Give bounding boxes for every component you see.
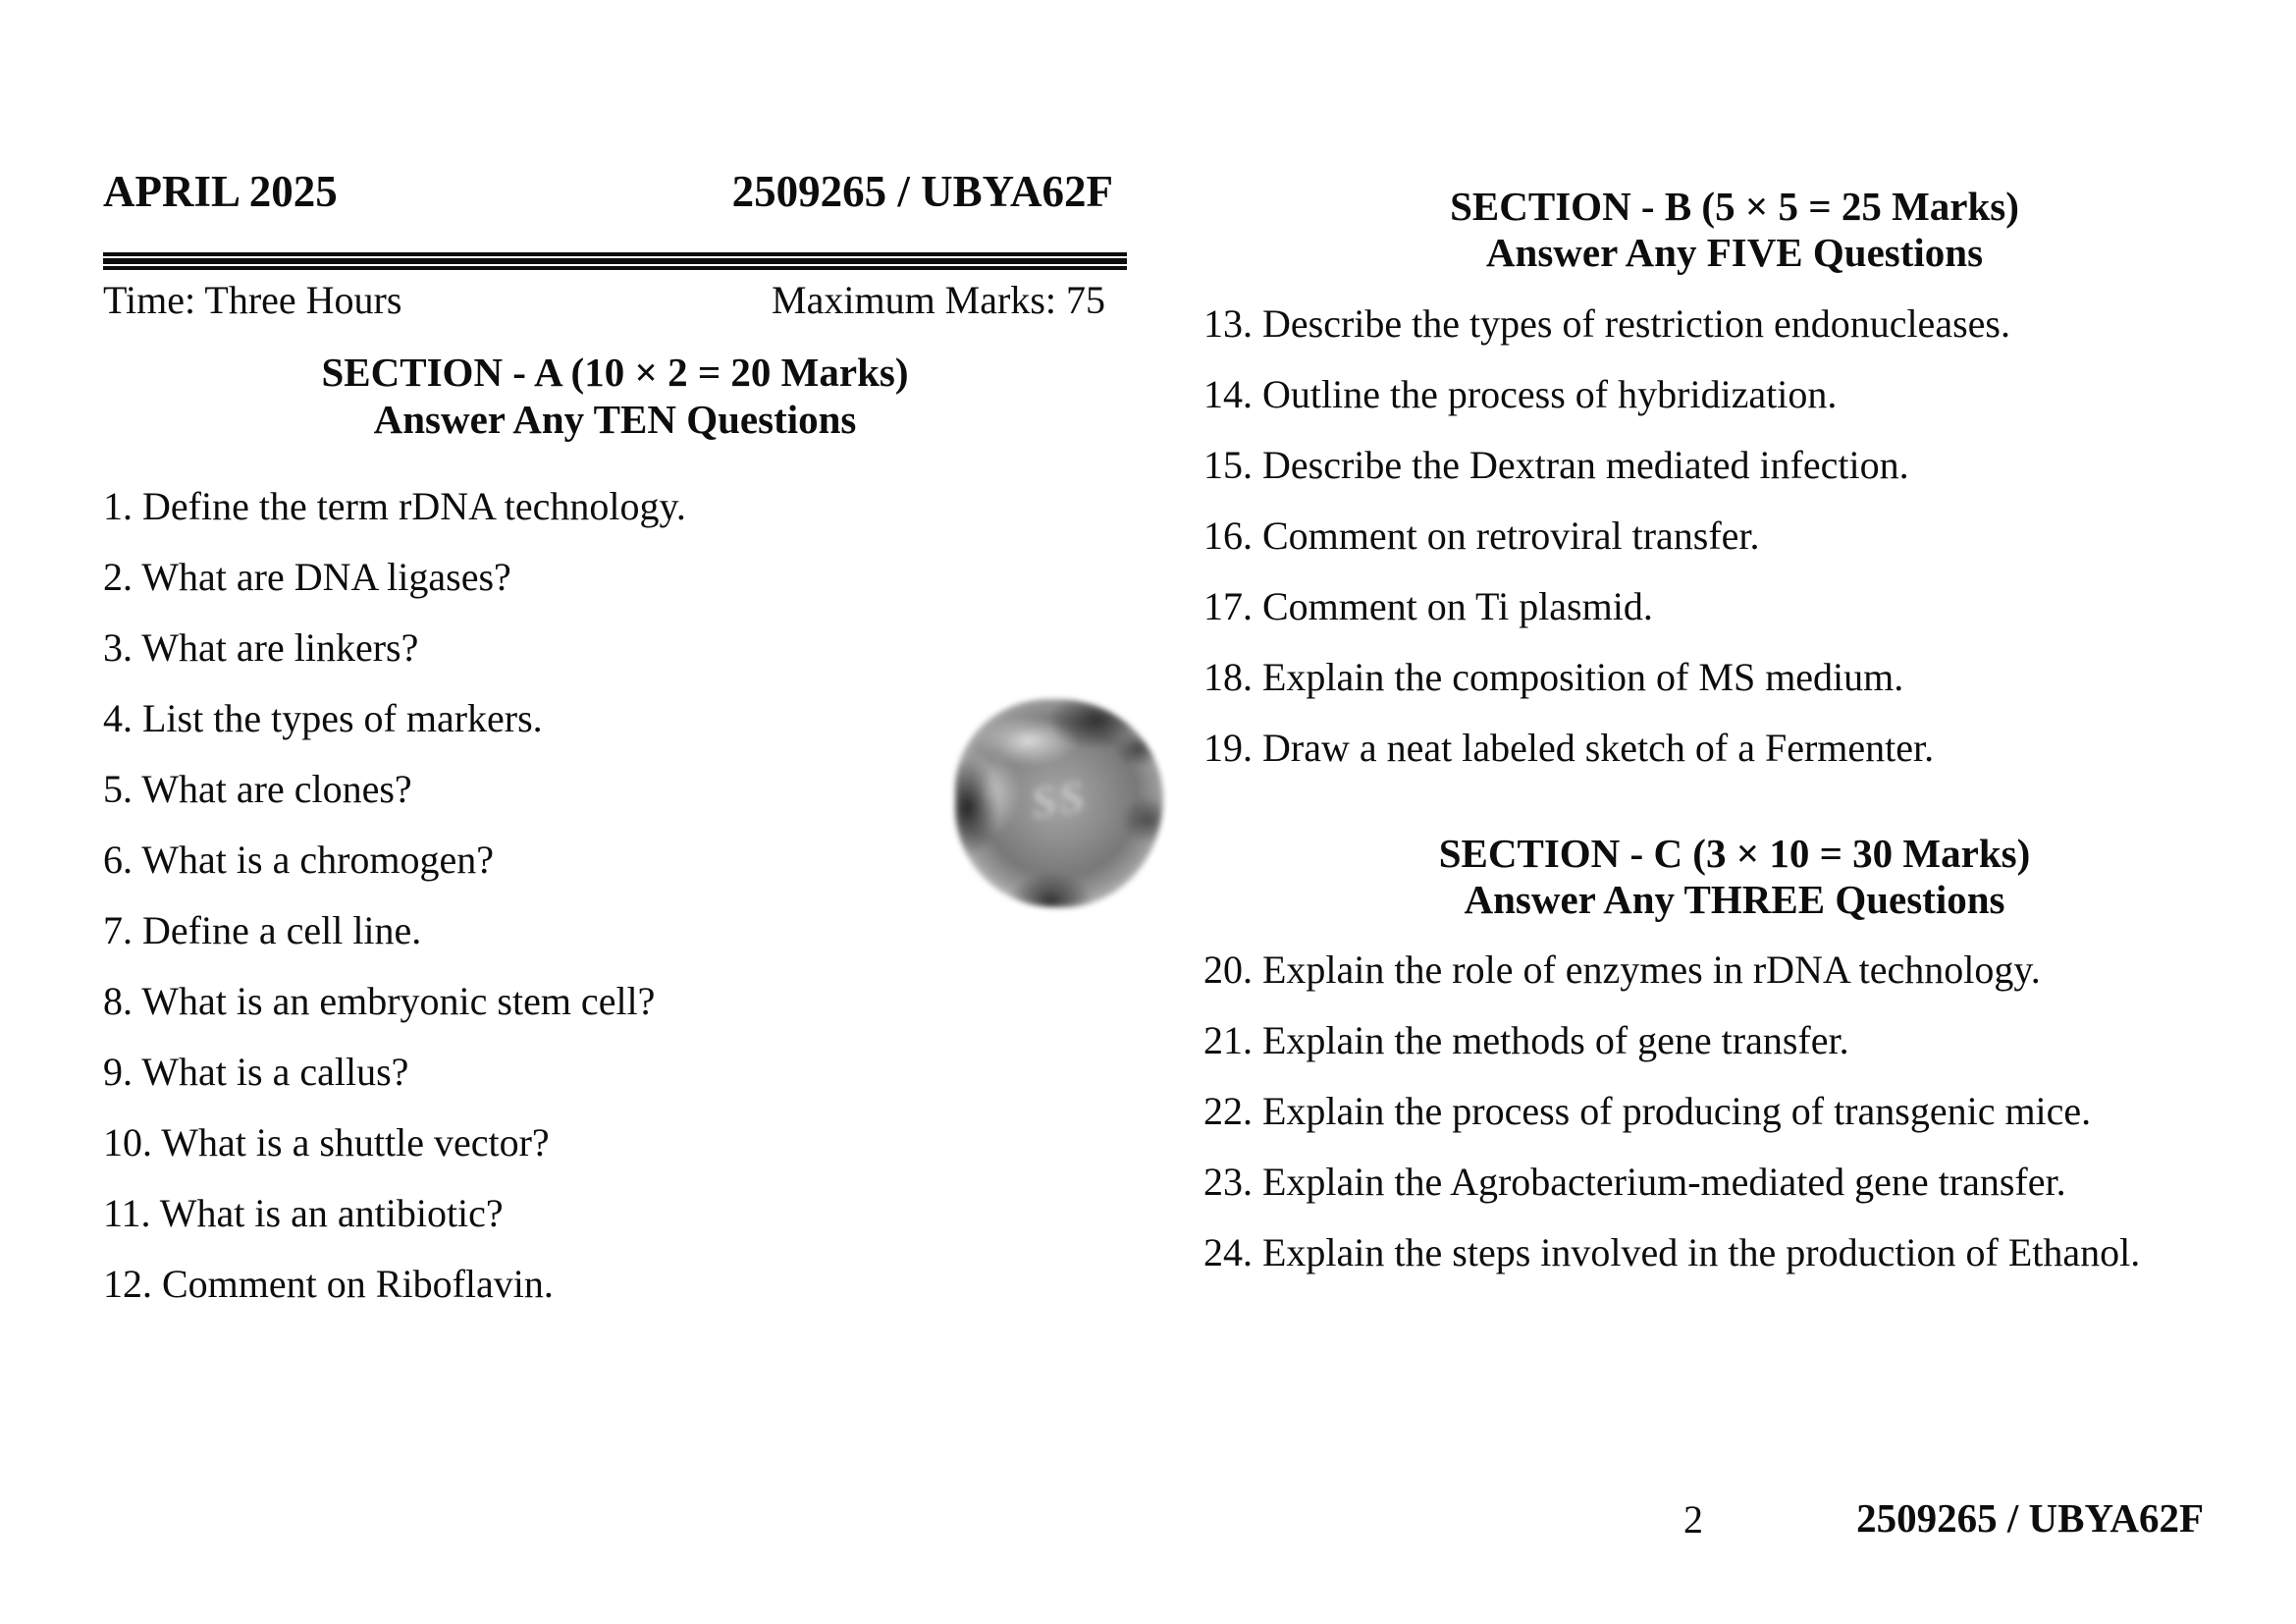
maximum-marks: Maximum Marks: 75: [772, 278, 1105, 322]
page-number: 2: [1683, 1497, 1703, 1542]
question-item: 24. Explain the steps involved in the production of Ethanol.: [1203, 1230, 2141, 1274]
question-item: 22. Explain the process of producing of transgenic mice.: [1203, 1089, 2092, 1133]
question-item: 11. What is an antibiotic?: [103, 1191, 504, 1235]
question-item: 5. What are clones?: [103, 767, 412, 811]
section-c-title: SECTION - C (3 × 10 = 30 Marks): [1438, 831, 2031, 876]
section-a-subtitle: Answer Any TEN Questions: [373, 397, 857, 442]
paper-code-footer: 2509265 / UBYA62F: [1856, 1495, 2204, 1541]
question-item: 9. What is a callus?: [103, 1050, 409, 1094]
question-item: 8. What is an embryonic stem cell?: [103, 979, 656, 1023]
question-item: 7. Define a cell line.: [103, 908, 422, 952]
question-item: 14. Outline the process of hybridization.: [1203, 372, 1838, 416]
question-item: 13. Describe the types of restriction endonucleases.: [1203, 301, 2010, 346]
question-item: 2. What are DNA ligases?: [103, 555, 511, 599]
question-item: 3. What are linkers?: [103, 625, 419, 670]
question-item: 21. Explain the methods of gene transfer.: [1203, 1018, 1849, 1062]
section-a-title: SECTION - A (10 × 2 = 20 Marks): [321, 350, 909, 395]
scanned-seal-stamp: [955, 699, 1163, 907]
right-column: [1203, 0, 2266, 1624]
question-item: 20. Explain the role of enzymes in rDNA technology.: [1203, 947, 2041, 992]
exam-meta-row: [103, 278, 1127, 322]
question-item: 17. Comment on Ti plasmid.: [1203, 584, 1653, 628]
question-item: 19. Draw a neat labeled sketch of a Fermenter.: [1203, 726, 1935, 770]
seal-monogram: SS: [1028, 770, 1091, 828]
header-title-row: [103, 167, 1127, 216]
question-item: 15. Describe the Dextran mediated infection.: [1203, 443, 1909, 487]
paper-code-header: 2509265 / UBYA62F: [731, 167, 1113, 216]
section-a-questions: [103, 471, 1127, 1320]
header-divider-rule: [103, 252, 1127, 270]
question-item: 16. Comment on retroviral transfer.: [1203, 514, 1760, 558]
question-item: 4. List the types of markers.: [103, 696, 543, 740]
question-item: 1. Define the term rDNA technology.: [103, 484, 686, 528]
rule-line-bottom: [103, 266, 1127, 270]
section-b-subtitle: Answer Any FIVE Questions: [1485, 230, 1984, 275]
question-item: 18. Explain the composition of MS medium.: [1203, 655, 1904, 699]
section-b-questions: [1203, 289, 2266, 784]
question-item: 6. What is a chromogen?: [103, 838, 495, 882]
section-c-questions: [1203, 935, 2266, 1288]
exam-duration: Time: Three Hours: [103, 278, 402, 322]
section-b-title: SECTION - B (5 × 5 = 25 Marks): [1450, 184, 2019, 229]
question-item: 10. What is a shuttle vector?: [103, 1120, 550, 1164]
question-item: 23. Explain the Agrobacterium-mediated gene transfer.: [1203, 1160, 2066, 1204]
question-item: 12. Comment on Riboflavin.: [103, 1262, 554, 1306]
exam-date: APRIL 2025: [103, 167, 338, 216]
section-c-subtitle: Answer Any THREE Questions: [1464, 877, 2005, 922]
